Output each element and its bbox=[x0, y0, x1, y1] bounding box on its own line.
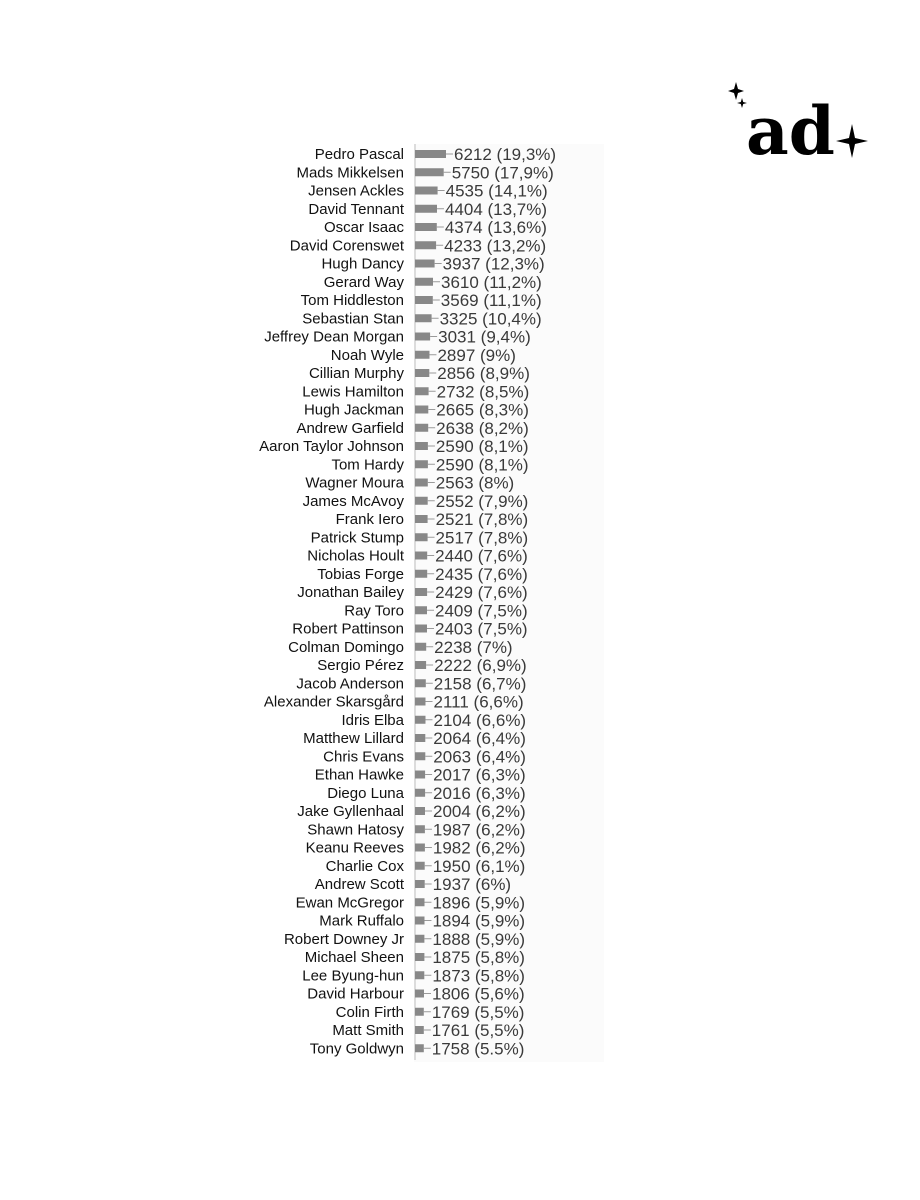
category-label: Hugh Jackman bbox=[303, 401, 404, 419]
bar bbox=[415, 935, 424, 943]
bar bbox=[415, 479, 428, 487]
data-label: 2856 (8,9%) bbox=[437, 364, 530, 383]
bar bbox=[415, 241, 436, 249]
bar bbox=[415, 661, 426, 669]
bar bbox=[415, 369, 429, 377]
data-label: 1950 (6,1%) bbox=[432, 856, 526, 876]
data-label: 2238 (7%) bbox=[434, 637, 513, 657]
data-label: 2665 (8,3%) bbox=[436, 400, 529, 420]
bar bbox=[415, 807, 425, 815]
data-label: 4233 (13,2%) bbox=[444, 236, 547, 256]
data-label: 1806 (5,6%) bbox=[432, 984, 525, 1004]
category-label: Lewis Hamilton bbox=[302, 383, 404, 401]
bar bbox=[415, 825, 425, 833]
bar bbox=[415, 497, 428, 505]
data-label: 2063 (6,4%) bbox=[433, 747, 526, 767]
category-label: Cillian Murphy bbox=[308, 365, 404, 382]
bar bbox=[415, 698, 426, 706]
bar bbox=[415, 351, 430, 359]
data-label: 1896 (5,9%) bbox=[432, 893, 526, 913]
bar bbox=[415, 789, 425, 797]
bar bbox=[415, 333, 430, 341]
data-label: 2552 (7,9%) bbox=[435, 491, 529, 511]
bar bbox=[415, 606, 427, 614]
category-label: Hugh Dancy bbox=[321, 255, 404, 273]
bar bbox=[415, 442, 428, 450]
category-label: Tom Hardy bbox=[331, 456, 404, 474]
category-label: Tom Hiddleston bbox=[300, 292, 404, 309]
bar bbox=[415, 898, 425, 906]
category-label: Gerard Way bbox=[323, 273, 404, 291]
bar bbox=[415, 552, 427, 560]
data-label: 2521 (7,8%) bbox=[435, 510, 529, 529]
data-label: 2563 (8%) bbox=[435, 473, 515, 493]
bar bbox=[415, 771, 425, 779]
category-label: Frank Iero bbox=[335, 511, 404, 528]
category-label: Jeffrey Dean Morgan bbox=[264, 328, 404, 346]
bar bbox=[415, 296, 433, 304]
data-label: 2004 (6,2%) bbox=[433, 802, 526, 821]
category-label: Ewan McGregor bbox=[295, 894, 404, 912]
bar bbox=[415, 953, 424, 961]
category-label: Robert Pattinson bbox=[292, 620, 404, 638]
bar bbox=[415, 150, 446, 158]
bar bbox=[415, 168, 444, 176]
category-label: Robert Downey Jr bbox=[283, 930, 404, 948]
category-label: Noah Wyle bbox=[330, 346, 404, 364]
data-label: 1937 (6%) bbox=[432, 875, 512, 894]
bar bbox=[415, 223, 437, 231]
data-label: 2064 (6,4%) bbox=[433, 729, 526, 748]
category-label: Tobias Forge bbox=[317, 565, 404, 583]
bar bbox=[415, 460, 428, 468]
category-label: Lee Byung-hun bbox=[302, 967, 404, 985]
bar bbox=[415, 406, 428, 414]
category-label: Sebastian Stan bbox=[302, 310, 404, 328]
category-label: Ethan Hawke bbox=[314, 766, 404, 784]
bar bbox=[415, 205, 437, 213]
category-label: Wagner Moura bbox=[305, 474, 404, 492]
data-label: 4404 (13,7%) bbox=[444, 199, 548, 219]
category-label: Andrew Scott bbox=[314, 876, 404, 893]
data-label: 1758 (5.5%) bbox=[431, 1039, 525, 1059]
data-label: 2409 (7,5%) bbox=[435, 601, 528, 621]
bar bbox=[415, 314, 432, 322]
data-label: 2897 (9%) bbox=[437, 345, 516, 365]
data-label: 3610 (11,2%) bbox=[441, 272, 542, 292]
category-label: David Tennant bbox=[308, 200, 404, 218]
data-label: 4535 (14,1%) bbox=[445, 181, 548, 201]
data-label: 2111 (6,6%) bbox=[433, 692, 524, 712]
bar bbox=[415, 990, 424, 998]
category-label: Jonathan Bailey bbox=[297, 584, 404, 601]
category-label: Diego Luna bbox=[327, 784, 404, 802]
category-label: Oscar Isaac bbox=[323, 219, 404, 236]
category-label: Shawn Hatosy bbox=[307, 821, 404, 839]
data-label: 1873 (5,8%) bbox=[432, 966, 525, 986]
category-label: Aaron Taylor Johnson bbox=[259, 438, 404, 455]
bar bbox=[415, 1008, 424, 1016]
data-label: 1888 (5,9%) bbox=[432, 929, 526, 949]
bar bbox=[415, 734, 425, 742]
category-label: Nicholas Hoult bbox=[307, 547, 404, 565]
category-label: Ray Toro bbox=[344, 602, 404, 620]
category-label: Idris Elba bbox=[341, 711, 404, 729]
category-label: Charlie Cox bbox=[325, 857, 404, 875]
category-label: Colin Firth bbox=[335, 1003, 404, 1021]
data-label: 2429 (7,6%) bbox=[435, 583, 528, 602]
category-label: Jake Gyllenhaal bbox=[297, 803, 404, 820]
bar bbox=[415, 716, 426, 724]
category-label: Sergio Pérez bbox=[317, 657, 404, 674]
data-label: 1875 (5,8%) bbox=[432, 948, 525, 967]
bar bbox=[415, 643, 426, 651]
category-label: James McAvoy bbox=[302, 492, 404, 510]
data-label: 1769 (5,5%) bbox=[431, 1002, 525, 1022]
logo-text: ad bbox=[746, 92, 835, 164]
category-label: Tony Goldwyn bbox=[309, 1040, 404, 1058]
data-label: 1982 (6,2%) bbox=[432, 838, 526, 858]
category-label: Mads Mikkelsen bbox=[296, 164, 404, 182]
bar bbox=[415, 1044, 424, 1052]
category-label: Keanu Reeves bbox=[305, 839, 404, 857]
bar bbox=[415, 1026, 424, 1034]
bar bbox=[415, 570, 427, 578]
bar bbox=[415, 588, 427, 596]
data-label: 2517 (7,8%) bbox=[435, 528, 529, 548]
data-label: 2440 (7,6%) bbox=[435, 546, 528, 566]
category-label: Jacob Anderson bbox=[296, 675, 404, 693]
bar bbox=[415, 679, 426, 687]
data-label: 2590 (8,1%) bbox=[435, 437, 529, 456]
data-label: 2732 (8,5%) bbox=[436, 382, 530, 402]
category-label: Patrick Stump bbox=[310, 529, 404, 547]
category-label: Andrew Garfield bbox=[296, 419, 404, 437]
category-label: David Corenswet bbox=[289, 237, 404, 255]
data-label: 3937 (12,3%) bbox=[442, 254, 545, 274]
data-label: 2104 (6,6%) bbox=[433, 710, 527, 730]
data-label: 2435 (7,6%) bbox=[435, 564, 528, 584]
bar bbox=[415, 862, 425, 870]
data-label: 2590 (8,1%) bbox=[435, 455, 529, 475]
data-label: 2017 (6,3%) bbox=[433, 765, 526, 785]
data-label: 1894 (5,9%) bbox=[432, 911, 526, 931]
category-label: Matthew Lillard bbox=[303, 730, 404, 747]
data-label: 4374 (13,6%) bbox=[444, 218, 547, 237]
data-label: 2638 (8,2%) bbox=[436, 418, 529, 438]
category-label: David Harbour bbox=[307, 985, 404, 1003]
data-label: 2403 (7,5%) bbox=[434, 619, 528, 639]
category-label: Colman Domingo bbox=[288, 638, 404, 656]
bar bbox=[415, 971, 424, 979]
bar bbox=[415, 387, 429, 395]
data-label: 5750 (17,9%) bbox=[451, 163, 554, 183]
bar bbox=[415, 752, 425, 760]
bar bbox=[415, 917, 425, 925]
bar bbox=[415, 187, 438, 195]
category-label: Chris Evans bbox=[323, 748, 404, 766]
bar bbox=[415, 880, 425, 888]
data-label: 3569 (11,1%) bbox=[440, 291, 542, 310]
bar bbox=[415, 625, 427, 633]
data-label: 1987 (6,2%) bbox=[432, 820, 526, 840]
bar bbox=[415, 844, 425, 852]
bar bbox=[415, 278, 433, 286]
category-label: Alexander Skarsgård bbox=[263, 693, 404, 711]
category-label: Matt Smith bbox=[332, 1022, 404, 1039]
data-label: 2222 (6,9%) bbox=[434, 656, 527, 675]
data-label: 3325 (10,4%) bbox=[439, 309, 542, 329]
bar bbox=[415, 424, 428, 432]
bar bbox=[415, 533, 428, 541]
data-label: 2016 (6,3%) bbox=[433, 783, 526, 803]
data-label: 6212 (19,3%) bbox=[454, 145, 557, 164]
bar bbox=[415, 515, 428, 523]
data-label: 2158 (6,7%) bbox=[433, 674, 527, 694]
data-label: 1761 (5,5%) bbox=[431, 1021, 525, 1040]
category-label: Michael Sheen bbox=[304, 949, 404, 966]
category-label: Mark Ruffalo bbox=[319, 912, 404, 930]
bar bbox=[415, 260, 435, 268]
category-label: Pedro Pascal bbox=[314, 146, 404, 163]
data-label: 3031 (9,4%) bbox=[438, 327, 531, 347]
category-label: Jensen Ackles bbox=[308, 182, 404, 200]
